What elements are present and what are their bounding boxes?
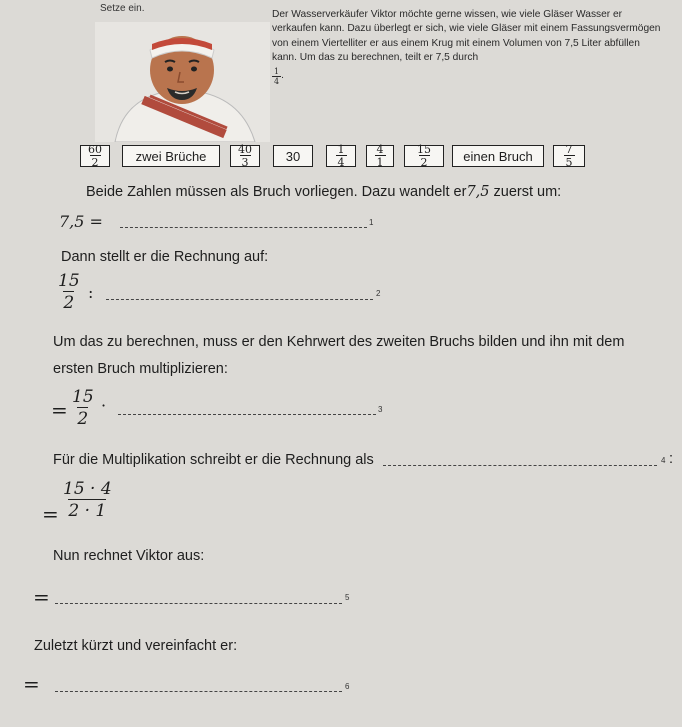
instruction: Setze ein. [100,3,145,14]
answer-chip[interactable]: zwei Brüche [122,145,220,167]
step6-equals: = [23,672,40,696]
intro-frac-num: 1 [274,67,280,77]
blank-2-number: 2 [376,289,381,298]
answer-chip[interactable]: $\frac{1}{4}$ [326,145,356,167]
blank-4-number: 4 [661,456,666,465]
step6-text: Zuletzt kürzt und vereinfacht er: [34,638,238,654]
step4-den: 2 · 1 [68,500,107,521]
answer-chip[interactable]: einen Bruch [452,145,544,167]
intro-fraction [272,68,281,86]
step1-text: Beide Zahlen müssen als Bruch vorliegen. Dazu wandelt er7,5 zuerst um: [86,184,562,200]
answer-chip[interactable]: 30 [273,145,313,167]
step3-num: 15 [72,387,94,407]
answer-chip[interactable]: $\frac{40}{3}$ [230,145,260,167]
step2-fraction [58,272,80,312]
intro-tail: . [281,70,284,82]
step4-text: Für die Multiplikation schreibt er die Rechnung als [53,452,374,468]
step3-fraction [72,388,94,428]
step4-fraction [63,480,112,520]
blank-6-number: 6 [345,682,350,691]
intro-paragraph [272,8,667,86]
blank-1[interactable] [120,227,367,228]
blank-2[interactable] [106,299,373,300]
step5-equals: = [33,585,50,609]
blank-1-number: 1 [369,218,374,227]
intro-frac-den: 4 [274,77,280,87]
step3-equals: = [51,398,68,422]
blank-6[interactable] [55,691,342,692]
blank-3[interactable] [118,414,376,415]
step3-operator: · [101,396,107,415]
blank-5-number: 5 [345,593,350,602]
intro-text: Der Wasserverkäufer Viktor möchte gerne wissen, wie viele Gläser Wasser er verkaufen kann. Dazu überlegt er sich, wie viele Gläser mit einem Fassungsvermögen von einem Viertelliter er aus einem Krug mit einem Volumen von 7,5 Liter abfüllen kann. Um das zu berechnen, teilt er 7,5 durch [272,9,661,63]
step5-text: Nun rechnet Viktor aus: [53,548,205,564]
viktor-illustration [95,22,270,142]
step2-text: Dann stellt er die Rechnung auf: [61,249,269,265]
answer-chip[interactable]: $\frac{60}{2}$ [80,145,110,167]
blank-3-number: 3 [378,405,383,414]
step4-num: 15 · 4 [63,479,112,499]
step2-num: 15 [58,271,80,291]
answer-chip[interactable]: $\frac{15}{2}$ [404,145,444,167]
step1-lhs: 7,5 = [59,212,103,231]
step3-line2: ersten Bruch multiplizieren: [53,361,228,377]
blank-5[interactable] [55,603,342,604]
step4-tail: : [669,451,674,467]
answer-chip[interactable]: $\frac{4}{1}$ [366,145,394,167]
answer-chip[interactable]: $\frac{7}{5}$ [553,145,585,167]
step4-equals: = [42,502,59,526]
step2-operator: : [88,283,94,302]
step3-line1: Um das zu berechnen, muss er den Kehrwert des zweiten Bruchs bilden und ihn mit dem [53,334,625,350]
step2-den: 2 [63,292,75,313]
step3-den: 2 [77,408,89,429]
blank-4[interactable] [383,465,657,466]
